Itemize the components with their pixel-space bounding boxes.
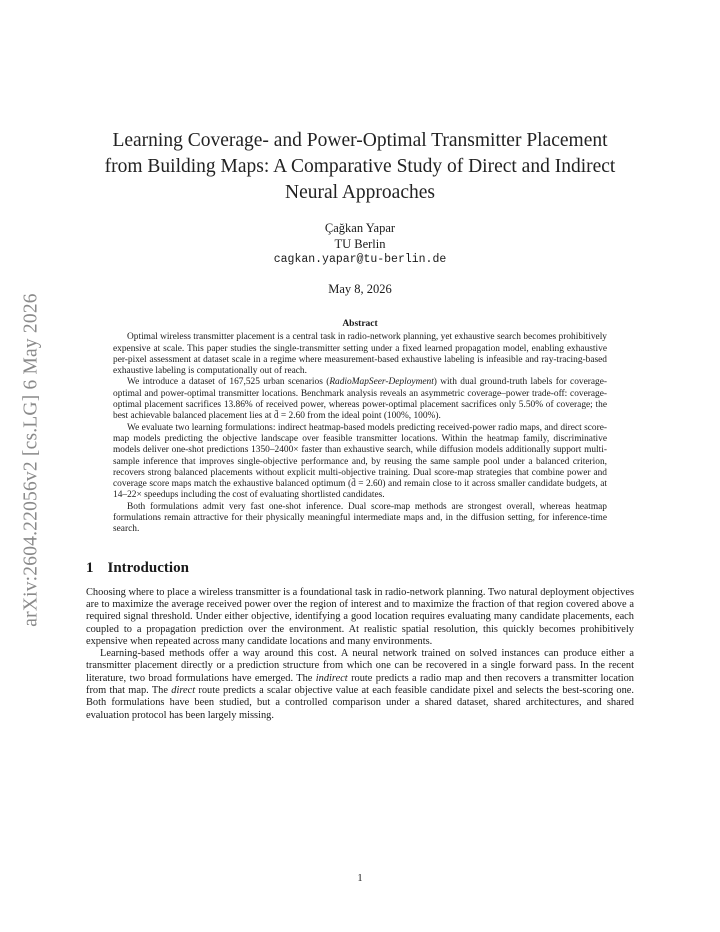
- author-block: [86, 220, 634, 268]
- author-affiliation: TU Berlin: [334, 237, 386, 251]
- paper-title: [86, 128, 634, 206]
- term-indirect: indirect: [315, 672, 348, 684]
- paper-date: May 8, 2026: [328, 282, 392, 296]
- abstract: [113, 319, 607, 536]
- body-p2-text-a: Learning-based methods offer a way around this cost. A neural network trained on solved instances can produce either a transmitter placement directly or a prediction structure from which one can be recovered in a single forward pass. In the recent literature, two broad formulations have emerged. The: [86, 648, 634, 684]
- title-line-1: Learning Coverage- and Power-Optimal Transmitter Placement: [112, 130, 608, 151]
- page-number: 1: [357, 873, 363, 884]
- abstract-paragraph-4: Both formulations admit very fast one-shot inference. Dual score-map methods are strongest overall, whereas heatmap formulations remain attractive for their physically meaningful intermediate maps and, in the diffusion setting, for inference-time search.: [113, 501, 607, 535]
- abstract-paragraph-2: [113, 377, 607, 422]
- title-line-2: from Building Maps: A Comparative Study of Direct and Indirect: [104, 156, 616, 177]
- section-number: 1: [86, 559, 94, 576]
- body-p2-text-c: route predicts a scalar objective value at each feasible candidate pixel and selects the best-scoring one. Both formulations have been studied, but a controlled comparison under a shared dataset, shared architectures, and shared evaluation protocol has been largely missing.: [86, 685, 634, 721]
- title-line-3: Neural Approaches: [285, 182, 435, 203]
- abstract-paragraph-3: We evaluate two learning formulations: indirect heatmap-based models predicting received-power radio maps, and direct score-map models predicting the objective landscape over feasible transmitter locations. Within the heatmap family, discriminative models deliver one-shot predictions 1350–2400× faster than exhaustive search, while diffusion models additionally support multi-sample inference that improves single-objective performance and, by reusing the same sample pool under a balanced criterion, recovers strong balanced placements without explicit multi-objective training. Dual score-map strategies that combine power and coverage score maps match the exhaustive balanced optimum (d̄ = 2.60) and remain close to it across smaller candidate budgets, at 14–22× speedups including the cost of evaluating shortlisted candidates.: [113, 422, 607, 501]
- arxiv-identifier-stamp: [14, 270, 50, 650]
- term-direct: direct: [171, 685, 196, 697]
- paper-page: [86, 128, 634, 722]
- section-title: Introduction: [107, 559, 189, 576]
- body-paragraph-1: Choosing where to place a wireless transmitter is a foundational task in radio-network planning. Two natural deployment objectives are to maximize the average received power over the region of interest and to maximize the fraction of that region covered above a required signal threshold. Under either objective, identifying a good location requires evaluating many candidate placements, each coupled to a propagation prediction over the environment. At realistic spatial resolution, this quickly becomes prohibitively expensive when repeated across many candidate locations and many environments.: [86, 586, 634, 647]
- abstract-paragraph-1: Optimal wireless transmitter placement is a central task in radio-network planning, yet exhaustive search becomes prohibitively expensive at scale. This paper studies the single-transmitter setting under a fixed learned propagation model, enabling exhaustive per-pixel assessment at dataset scale in a regime where measurement-based exhaustive labeling is infeasible and ray-tracing-based exhaustive labeling is computationally out of reach.: [113, 332, 607, 377]
- abstract-p2-text-b: ) with dual ground-truth labels for coverage-optimal and power-optimal transmitter locations. Benchmark analysis reveals an asymmetric coverage–power trade-off: coverage-optimal placement sacrifices 13.86% of received power, whereas power-optimal placement sacrifices only 5.50% of coverage; the best achievable balanced placement lies at d̄ = 2.60 from the ideal point (100%, 100%).: [113, 377, 607, 422]
- body-p2-text-b: route predicts a radio map and then recovers a transmitter location from that map. The: [86, 672, 634, 697]
- author-name: Çağkan Yapar: [324, 221, 396, 235]
- abstract-p2-text-a: We introduce a dataset of 167,525 urban scenarios (: [127, 377, 330, 388]
- section-body: [86, 587, 634, 722]
- dataset-name: RadioMapSeer-Deployment: [329, 377, 434, 388]
- author-email: cagkan.yapar@tu-berlin.de: [273, 253, 447, 266]
- section-heading: [86, 560, 634, 577]
- abstract-heading: Abstract: [342, 319, 378, 329]
- body-paragraph-2: [86, 648, 634, 722]
- arxiv-identifier-text: arXiv:2604.22056v2 [cs.LG] 6 May 2026: [21, 293, 42, 627]
